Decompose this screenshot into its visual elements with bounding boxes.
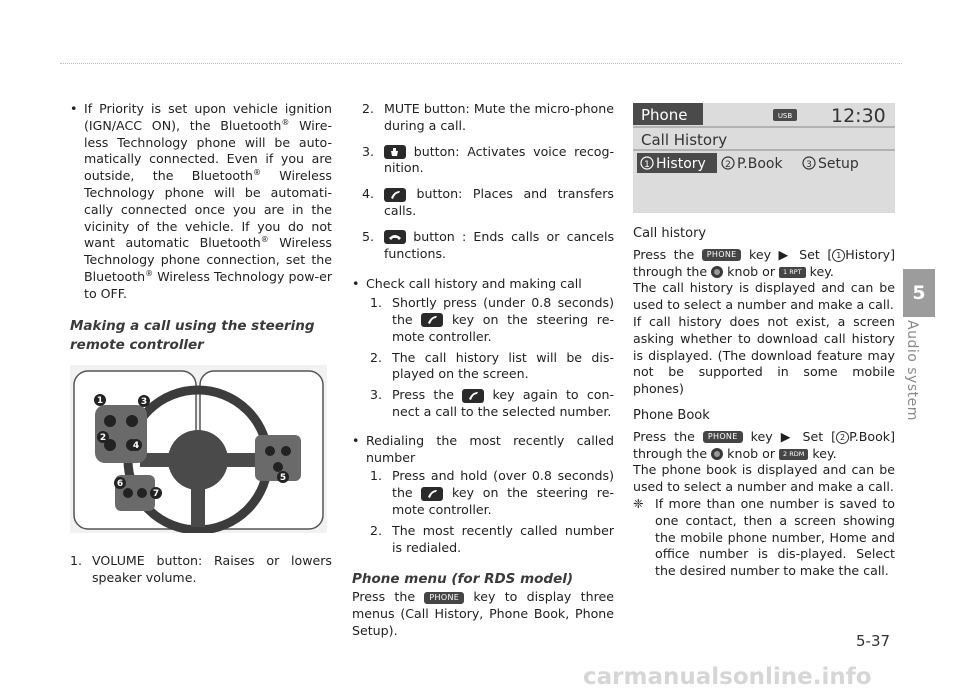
registered-mark: ® [281, 117, 290, 127]
phone-book-title: Phone Book [633, 407, 710, 423]
section-heading: Phone menu (for RDS model) [352, 571, 574, 588]
bullet-marker: • [352, 432, 360, 448]
item-text: button: Places and transfers calls. [384, 186, 614, 218]
item-number: 1. [70, 553, 83, 568]
call-key-icon [421, 487, 443, 501]
text: P.Book] through the [633, 428, 895, 461]
registered-mark: ® [260, 235, 269, 245]
note-text: If more than one number is saved to one contact, then a screen showing the mobile phone number, Home and office number is dis-played. Select the desired number to make the call. [655, 495, 895, 579]
tab1-number: 1 [644, 160, 650, 170]
chapter-label-text: Audio system [904, 320, 920, 421]
voice-key-icon [384, 145, 406, 159]
screen-subtitle: Call History [641, 131, 728, 149]
bullet-text: Wireless Technology phone connection, set the Bluetooth [84, 235, 332, 284]
step [370, 468, 614, 518]
text: Press the [633, 428, 703, 444]
label-1: 1 [96, 396, 104, 406]
text: History] through the [633, 246, 895, 279]
label-7: 7 [152, 489, 160, 499]
text: knob or [723, 445, 780, 461]
call-history-bullet [352, 276, 614, 293]
end-call-key-icon [384, 230, 406, 244]
item-number: 5. [362, 228, 375, 244]
tab-setup: Setup [818, 156, 859, 172]
column-1 [70, 101, 332, 355]
voice-item [362, 144, 614, 178]
bullet-text: Wireless Technology phone will be automati-cally connected once you are in the vicinity of the vehicle. If you do not want automatic Bluetooth [84, 168, 332, 251]
phone-key-icon: PHONE [703, 431, 743, 443]
step-text: The most recently called number is redialed. [392, 522, 614, 555]
tab2-number: 2 [725, 160, 731, 170]
step-number: 1. [370, 295, 383, 311]
circled-number: 2 [836, 431, 849, 444]
phone-book-instructions [633, 429, 895, 463]
chapter-tab: 5 [903, 269, 935, 317]
priority-bullet [70, 101, 332, 303]
redial-bullet [352, 433, 614, 467]
item-text: MUTE button: Mute the micro-phone during a call. [384, 101, 614, 133]
step-text: key on the steering re-mote controller. [392, 311, 615, 344]
text: key ▶ Set [ [742, 428, 837, 444]
bullet-marker: • [352, 276, 360, 292]
label-3: 3 [140, 397, 148, 407]
step-text: key again to con-nect a call to the selected number. [392, 387, 614, 419]
label-6: 6 [116, 479, 124, 489]
step-number: 1. [370, 468, 383, 484]
watermark: carmanualsonline.info [583, 664, 872, 690]
item-number: 3. [362, 143, 375, 159]
note [633, 496, 895, 580]
top-rule [60, 63, 902, 64]
usb-indicator: USB [777, 112, 793, 120]
phone-screen-image [633, 103, 895, 213]
call-key-icon [462, 389, 484, 403]
text: knob or [723, 263, 780, 279]
step [370, 387, 614, 421]
step-number: 2. [370, 349, 383, 365]
rdm-key-icon: 2 RDM [779, 449, 808, 460]
step-text: Press and hold (over 0.8 seconds) the [392, 468, 614, 501]
bullet-marker: • [70, 101, 78, 116]
text: Press the [633, 246, 702, 262]
call-item [362, 186, 614, 220]
label-5: 5 [279, 473, 287, 483]
step [370, 350, 614, 384]
item-number: 4. [362, 186, 375, 202]
page-number: 5-37 [856, 632, 891, 650]
phone-book-paragraph: The phone book is displayed and can be used to select a number and make a call. [633, 462, 895, 495]
screen-title: Phone [641, 106, 688, 124]
phone-screen-render [633, 103, 895, 213]
step [370, 523, 614, 557]
phone-menu-paragraph [352, 589, 614, 639]
tab-history: History [656, 156, 706, 172]
circled-number: 1 [832, 249, 845, 262]
section-heading: Making a call using the steering remote controller [70, 317, 315, 353]
text: key. [805, 263, 834, 279]
item-text: button: Activates voice recog-nition. [384, 143, 614, 176]
screen-time: 12:30 [831, 105, 886, 127]
item-text: button : Ends calls or cancels functions. [384, 228, 614, 261]
tab-pbook: P.Book [737, 156, 783, 172]
registered-mark: ® [145, 268, 154, 278]
steering-remote-illustration [70, 365, 327, 533]
tab3-number: 3 [806, 160, 812, 170]
paragraph-text: key to display three menus (Call History, Phone Book, Phone Setup). [352, 589, 614, 638]
label-2: 2 [99, 433, 107, 443]
bullet-title: Check call history and making call [366, 276, 582, 292]
step [370, 295, 614, 345]
label-4: 4 [132, 441, 140, 451]
call-key-icon [421, 313, 443, 327]
step-text: Press the [392, 387, 463, 403]
note-icon: ❈ [633, 495, 644, 511]
steering-wheel-image [70, 365, 327, 533]
phone-key-icon: PHONE [424, 592, 464, 604]
step-number: 2. [370, 522, 383, 538]
column-3 [633, 222, 895, 589]
bullet-text: If Priority is set upon vehicle ignition (IGN/ACC ON), the Bluetooth [84, 101, 332, 133]
knob-icon [711, 448, 723, 460]
item-number: 2. [362, 101, 375, 116]
step-text: The call history list will be dis-played on the screen. [392, 349, 614, 382]
step-text: key on the steering re-mote controller. [392, 485, 615, 517]
call-history-paragraph: If call history does not exist, a screen asking whether to download call history is displayed. (The download feature may not be supported in some mobile phones) [633, 313, 895, 397]
phone-key-icon: PHONE [702, 249, 742, 261]
text: key. [808, 445, 837, 461]
bullet-text: Wireless Technology pow-er to OFF. [84, 268, 332, 301]
item-text: VOLUME button: Raises or lowers speaker volume. [92, 553, 332, 585]
chapter-label [905, 320, 933, 430]
rpt-key-icon: 1 RPT [779, 267, 806, 278]
bullet-text: Wire-less Technology phone will be auto-matically connected. Even if you are outside, the Bluetooth [84, 117, 332, 184]
call-history-title: Call history [633, 226, 707, 241]
end-item [362, 229, 614, 263]
call-history-paragraph: The call history is displayed and can be used to select a number and make a call. [633, 280, 895, 313]
text: key ▶ Set [ [741, 246, 833, 262]
paragraph-text: Press the [352, 589, 425, 605]
mute-item [362, 101, 614, 135]
bullet-title: Redialing the most recently called number [366, 432, 614, 465]
volume-item [70, 553, 332, 596]
column-2 [352, 101, 614, 640]
call-history-instructions [633, 247, 895, 281]
step-text: Shortly press (under 0.8 seconds) the [392, 295, 614, 327]
knob-icon [711, 266, 723, 278]
step-number: 3. [370, 387, 383, 403]
call-key-icon [384, 188, 406, 202]
registered-mark: ® [252, 168, 261, 177]
